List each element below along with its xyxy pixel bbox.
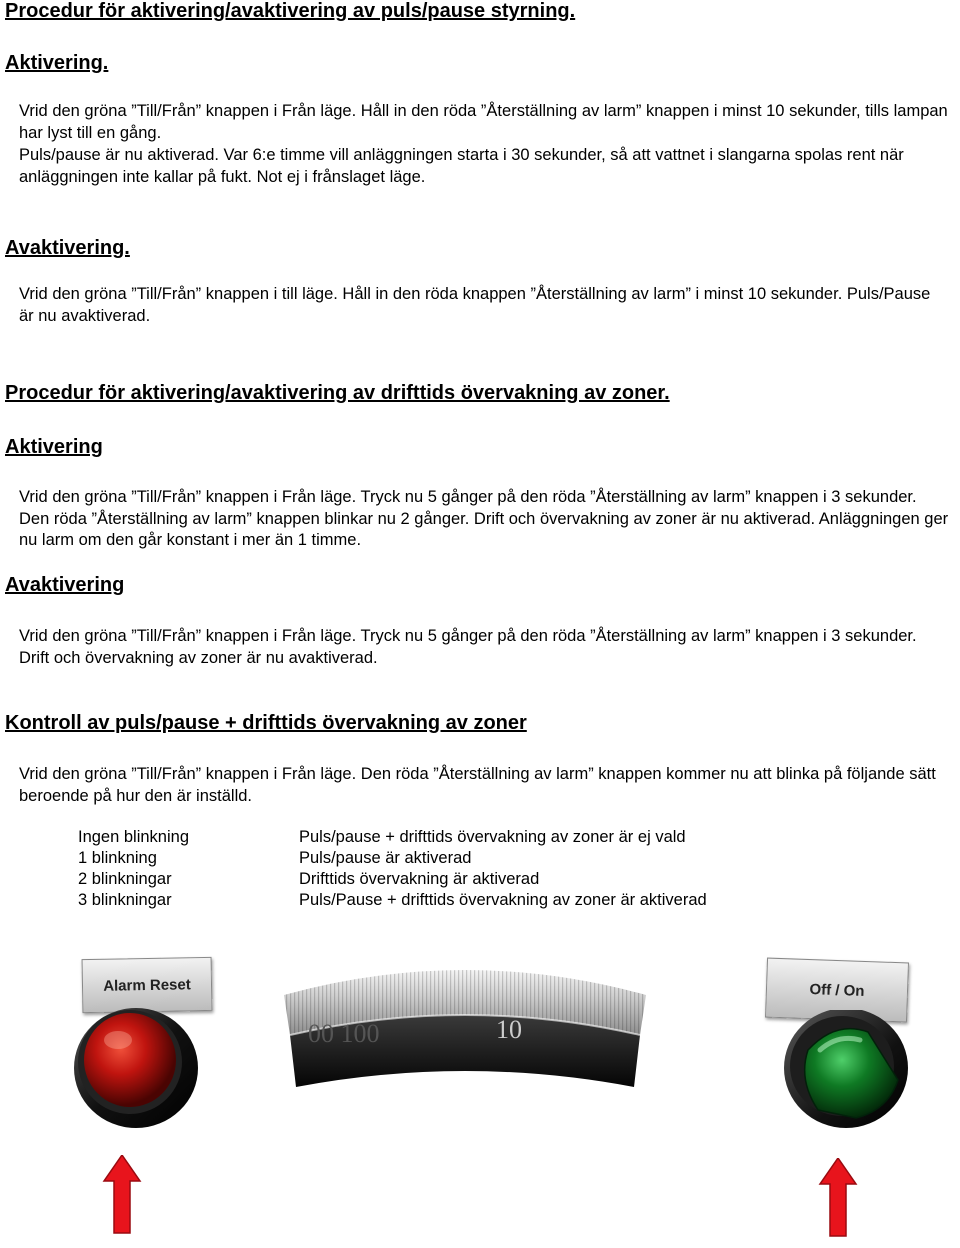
blink-meaning: Puls/pause är aktiverad <box>299 849 472 867</box>
blink-count: Ingen blinkning <box>78 828 190 846</box>
timer-dial-illustration <box>278 955 652 1095</box>
blink-count: 2 blinkningar <box>78 870 172 888</box>
zone-activation-paragraph: Vrid den gröna ”Till/Från” knappen i Från läge. Tryck nu 5 gånger på den röda ”Återställning av larm” knappen i 3 sekunder. Den röda ”Återställning av larm” knappen blinkar nu 2 gånger. Drift och övervakning av zoner är nu aktiverad. Anläggningen ger nu larm om den går konstant i mer än 1 timme. <box>19 488 949 549</box>
title-zone-monitoring: Procedur för aktivering/avaktivering av drifttids övervakning av zoner. <box>5 382 670 404</box>
arrow-up-icon <box>818 1158 858 1238</box>
blink-count: 3 blinkningar <box>78 891 172 909</box>
dial-label-b: 10 <box>496 1015 522 1044</box>
heading-activation: Aktivering. <box>5 52 109 74</box>
heading-zone-activation: Aktivering <box>5 436 103 458</box>
control-paragraph: Vrid den gröna ”Till/Från” knappen i Från läge. Den röda ”Återställning av larm” knappen kommer nu att blinka på följande sätt beroende på hur den är inställd. <box>19 765 936 805</box>
activation-paragraph-2: Puls/pause är nu aktiverad. Var 6:e timme vill anläggningen starta i 30 sekunder, så att vattnet i slangarna spolas rent när anläggningen inte kallar på fukt. Not ej i frånslaget läge. <box>19 146 904 186</box>
dial-label-a: 00 100 <box>308 1019 380 1048</box>
alarm-reset-plate: Alarm Reset <box>82 957 213 1013</box>
activation-paragraph-1: Vrid den gröna ”Till/Från” knappen i Från läge. Håll in den röda ”Återställning av larm” knappen i minst 10 sekunder, tills lampan har lyst till en gång. <box>19 102 948 142</box>
title-pulse-pause: Procedur för aktivering/avaktivering av puls/pause styrning. <box>5 0 576 22</box>
heading-deactivation: Avaktivering. <box>5 237 130 259</box>
alarm-reset-illustration <box>60 950 230 1240</box>
onoff-plate: Off / On <box>765 958 909 1023</box>
title-control: Kontroll av puls/pause + drifttids övervakning av zoner <box>5 712 527 734</box>
arrow-up-icon <box>102 1155 142 1235</box>
deactivation-paragraph: Vrid den gröna ”Till/Från” knappen i till läge. Håll in den röda knappen ”Återställning av larm” i minst 10 sekunder. Puls/Pause är nu avaktiverad. <box>19 285 931 325</box>
blink-meaning: Puls/Pause + drifttids övervakning av zoner är aktiverad <box>299 891 707 909</box>
blink-meaning: Puls/pause + drifttids övervakning av zoner är ej vald <box>299 828 686 846</box>
blink-meaning: Drifttids övervakning är aktiverad <box>299 870 540 888</box>
heading-zone-deactivation: Avaktivering <box>5 574 125 596</box>
onoff-switch-illustration <box>748 950 948 1240</box>
zone-deactivation-paragraph: Vrid den gröna ”Till/Från” knappen i Från läge. Tryck nu 5 gånger på den röda ”Återställning av larm” knappen i 3 sekunder. Drift och övervakning av zoner är nu avaktiverad. <box>19 627 917 667</box>
blink-count: 1 blinkning <box>78 849 157 867</box>
